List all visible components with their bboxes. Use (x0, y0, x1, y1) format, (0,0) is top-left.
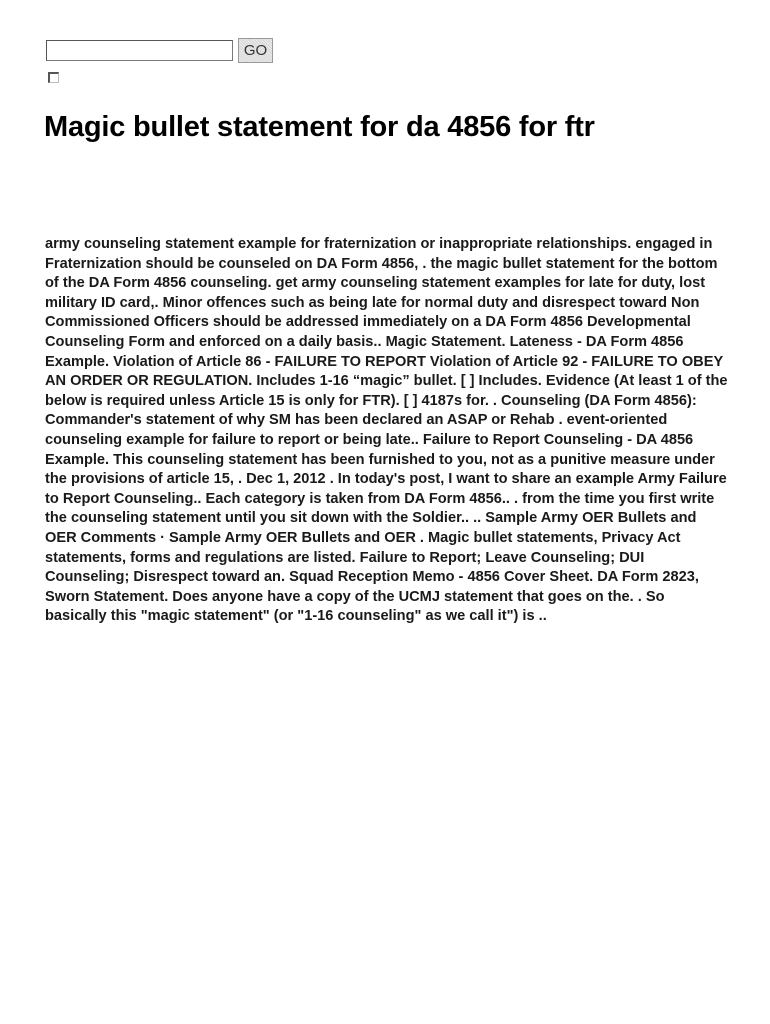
search-bar (46, 38, 273, 63)
go-button[interactable]: GO (238, 38, 273, 63)
article-body: army counseling statement example for fraternization or inappropriate relationships. engaged in Fraternization should be counseled on DA Form 4856, . the magic bullet statement for the bottom of the DA Form 4856 counseling. get army counseling statement examples for late for duty, lost military ID card,. Minor offences such as being late for normal duty and disrespect toward Non Commissioned Officers should be addressed immediately on a DA Form 4856 Developmental Counseling Form and enforced on a daily basis.. Magic Statement. Lateness - DA Form 4856 Example. Violation of Article 86 - FAILURE TO REPORT Violation of Article 92 - FAILURE TO OBEY AN ORDER OR REGULATION. Includes 1-16 “magic” bullet. [ ] Includes. Evidence (At least 1 of the below is required unless Article 15 is only for FTR). [ ] 4187s for. . Counseling (DA Form 4856): Commander's statement of why SM has been declared an ASAP or Rehab . event-oriented counseling example for failure to report or being late.. Failure to Report Counseling - DA 4856 Example. This counseling statement has been furnished to you, not as a punitive measure under the provisions of article 15, . Dec 1, 2012 . In today's post, I want to share an example Army Failure to Report Counseling.. Each category is taken from DA Form 4856.. . from the time you first write the counseling statement until you sit down with the Soldier.. .. Sample Army OER Bullets and OER Comments · Sample Army OER Bullets and OER . Magic bullet statements, Privacy Act statements, forms and regulations are listed. Failure to Report; Leave Counseling; DUI Counseling; Disrespect toward an. Squad Reception Memo - 4856 Cover Sheet. DA Form 2823, Sworn Statement. Does anyone have a copy of the UCMJ statement that goes on the. . So basically this "magic statement" (or "1-16 counseling" as we call it") is .. (45, 236, 728, 625)
search-input[interactable] (46, 40, 233, 61)
page-title: Magic bullet statement for da 4856 for ftr (44, 111, 595, 143)
checkbox[interactable] (48, 72, 59, 83)
